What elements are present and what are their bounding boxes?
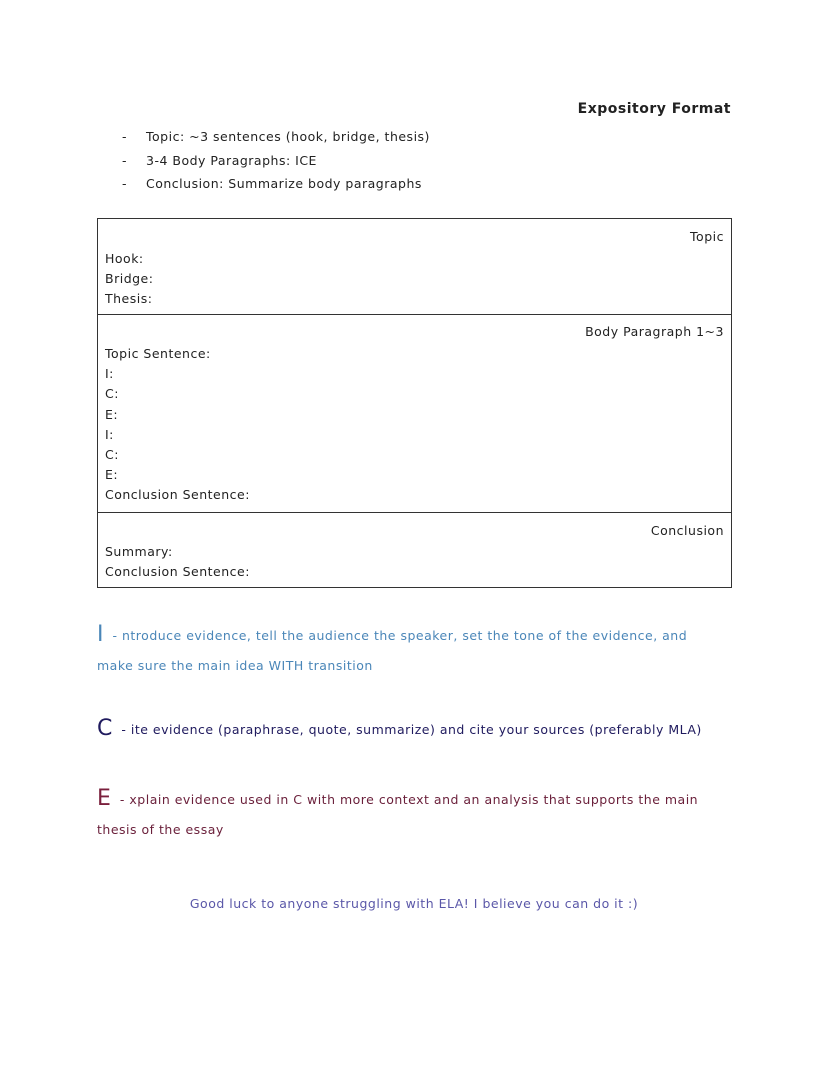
ice-dash: -	[112, 628, 118, 643]
topic-section-heading: Topic	[690, 229, 724, 244]
ice-cite-text: ite evidence (paraphrase, quote, summarize) and cite your sources (preferably MLA)	[130, 722, 702, 737]
list-item	[122, 127, 430, 151]
topic-sentence-line: Topic Sentence:	[105, 346, 211, 361]
ice-introduce-block	[97, 622, 737, 673]
ice-letter-i: I	[97, 622, 104, 647]
body-section-lines	[105, 344, 250, 506]
bullet-text: Conclusion: Summarize body paragraphs	[146, 176, 422, 191]
page-title: Expository Format	[577, 101, 731, 117]
conclusion-section-lines	[105, 542, 250, 582]
introduce-line: I:	[105, 426, 114, 442]
bullet-dash: -	[122, 176, 128, 191]
explain-line: E:	[105, 406, 119, 422]
conclusion-section-heading: Conclusion	[650, 523, 724, 538]
ice-dash: -	[119, 792, 125, 807]
summary-line: Summary:	[105, 544, 173, 559]
hook-line: Hook:	[105, 251, 144, 266]
bullet-text: Topic: ~3 sentences (hook, bridge, thesis)	[146, 129, 430, 144]
ice-introduce-line-2: make sure the main idea WITH transition	[97, 658, 373, 673]
bullet-dash: -	[122, 152, 128, 168]
body-paragraph-section	[98, 315, 731, 513]
ice-explain-line-1	[97, 786, 737, 811]
ice-letter-e: E	[97, 786, 112, 811]
topic-section-lines	[105, 249, 153, 310]
ice-explain-block	[97, 786, 737, 837]
conclusion-sentence-line: Conclusion Sentence:	[105, 564, 250, 580]
ice-cite-block	[97, 716, 737, 741]
ice-cite-line-1	[97, 716, 737, 741]
cite-line: C:	[105, 446, 119, 462]
explain-line: E:	[105, 467, 119, 483]
body-section-heading: Body Paragraph 1~3	[585, 324, 724, 339]
ice-explain-line-2: thesis of the essay	[97, 822, 224, 837]
essay-outline-table	[97, 218, 732, 588]
ice-introduce-line-1	[97, 622, 737, 647]
introduce-line: I:	[105, 366, 114, 382]
ice-explain-text: xplain evidence used in C with more context and an analysis that supports the main	[129, 792, 699, 807]
ice-introduce-text: ntroduce evidence, tell the audience the speaker, set the tone of the evidence, and	[121, 628, 688, 643]
list-item	[122, 151, 430, 175]
bullet-dash: -	[122, 129, 128, 144]
ice-dash: -	[121, 722, 127, 737]
summary-bullet-list	[122, 127, 430, 198]
thesis-line: Thesis:	[105, 291, 153, 307]
cite-line: C:	[105, 386, 119, 402]
conclusion-sentence-line: Conclusion Sentence:	[105, 487, 250, 503]
bridge-line: Bridge:	[105, 271, 154, 287]
bullet-text: 3-4 Body Paragraphs: ICE	[146, 152, 317, 168]
encouragement-note: Good luck to anyone struggling with ELA! I believe you can do it :)	[189, 896, 639, 911]
topic-section	[98, 219, 731, 315]
ice-letter-c: C	[97, 716, 113, 741]
conclusion-section	[98, 513, 731, 587]
list-item	[122, 174, 430, 198]
